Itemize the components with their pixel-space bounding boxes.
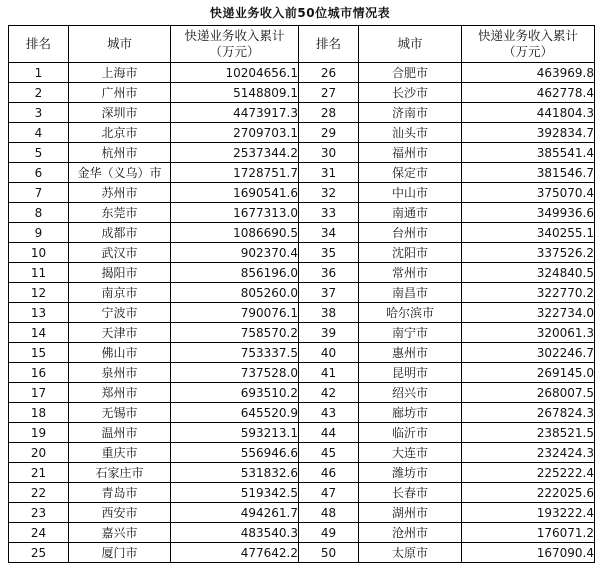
revenue-cell: 322734.0 — [462, 303, 595, 323]
revenue-cell: 324840.5 — [462, 263, 595, 283]
city-cell: 湖州市 — [359, 503, 462, 523]
table-row — [9, 403, 595, 423]
city-cell: 金华（义乌）市 — [69, 163, 171, 183]
rank-cell: 31 — [299, 163, 359, 183]
rank-cell: 44 — [299, 423, 359, 443]
city-cell: 中山市 — [359, 183, 462, 203]
city-cell: 长沙市 — [359, 83, 462, 103]
city-cell: 苏州市 — [69, 183, 171, 203]
city-cell: 无锡市 — [69, 403, 171, 423]
city-cell: 揭阳市 — [69, 263, 171, 283]
city-cell: 哈尔滨市 — [359, 303, 462, 323]
city-cell: 天津市 — [69, 323, 171, 343]
revenue-cell: 790076.1 — [171, 303, 299, 323]
city-cell: 南宁市 — [359, 323, 462, 343]
city-cell: 重庆市 — [69, 443, 171, 463]
rank-cell: 22 — [9, 483, 69, 503]
rank-cell: 15 — [9, 343, 69, 363]
table-row — [9, 483, 595, 503]
header-row — [9, 26, 595, 63]
revenue-cell: 441804.3 — [462, 103, 595, 123]
rank-cell: 37 — [299, 283, 359, 303]
table-row — [9, 143, 595, 163]
revenue-cell: 4473917.3 — [171, 103, 299, 123]
revenue-cell: 1677313.0 — [171, 203, 299, 223]
city-cell: 北京市 — [69, 123, 171, 143]
rank-cell: 30 — [299, 143, 359, 163]
revenue-cell: 349936.6 — [462, 203, 595, 223]
table-title: 快递业务收入前50位城市情况表 — [209, 6, 391, 20]
city-cell: 南京市 — [69, 283, 171, 303]
revenue-cell: 238521.5 — [462, 423, 595, 443]
revenue-cell: 375070.4 — [462, 183, 595, 203]
city-cell: 汕头市 — [359, 123, 462, 143]
city-cell: 西安市 — [69, 503, 171, 523]
table-row — [9, 303, 595, 323]
rank-cell: 17 — [9, 383, 69, 403]
city-cell: 沧州市 — [359, 523, 462, 543]
table-row — [9, 123, 595, 143]
revenue-cell: 2709703.1 — [171, 123, 299, 143]
revenue-cell: 320061.3 — [462, 323, 595, 343]
table-body — [9, 63, 595, 563]
city-cell: 温州市 — [69, 423, 171, 443]
revenue-cell: 225222.4 — [462, 463, 595, 483]
revenue-cell: 463969.8 — [462, 63, 595, 83]
revenue-cell: 5148809.1 — [171, 83, 299, 103]
rank-cell: 34 — [299, 223, 359, 243]
rank-cell: 11 — [9, 263, 69, 283]
revenue-cell: 593213.1 — [171, 423, 299, 443]
rank-cell: 27 — [299, 83, 359, 103]
city-cell: 长春市 — [359, 483, 462, 503]
city-cell: 深圳市 — [69, 103, 171, 123]
rank-cell: 9 — [9, 223, 69, 243]
rank-cell: 36 — [299, 263, 359, 283]
rank-cell: 39 — [299, 323, 359, 343]
city-cell: 宁波市 — [69, 303, 171, 323]
rank-cell: 45 — [299, 443, 359, 463]
city-cell: 东莞市 — [69, 203, 171, 223]
rank-cell: 12 — [9, 283, 69, 303]
rank-cell: 28 — [299, 103, 359, 123]
table-row — [9, 103, 595, 123]
rank-cell: 50 — [299, 543, 359, 563]
rank-cell: 3 — [9, 103, 69, 123]
city-cell: 青岛市 — [69, 483, 171, 503]
header-revenue-left — [171, 26, 299, 63]
city-cell: 常州市 — [359, 263, 462, 283]
rank-cell: 5 — [9, 143, 69, 163]
city-cell: 沈阳市 — [359, 243, 462, 263]
rank-cell: 46 — [299, 463, 359, 483]
revenue-cell: 1086690.5 — [171, 223, 299, 243]
rank-cell: 23 — [9, 503, 69, 523]
city-cell: 大连市 — [359, 443, 462, 463]
rank-cell: 6 — [9, 163, 69, 183]
city-cell: 临沂市 — [359, 423, 462, 443]
table-row — [9, 323, 595, 343]
revenue-cell: 322770.2 — [462, 283, 595, 303]
rank-cell: 21 — [9, 463, 69, 483]
rank-cell: 2 — [9, 83, 69, 103]
table-row — [9, 63, 595, 83]
city-cell: 杭州市 — [69, 143, 171, 163]
revenue-cell: 1728751.7 — [171, 163, 299, 183]
header-city-right: 城市 — [359, 26, 462, 63]
city-cell: 郑州市 — [69, 383, 171, 403]
table-row — [9, 383, 595, 403]
rank-cell: 29 — [299, 123, 359, 143]
revenue-cell: 381546.7 — [462, 163, 595, 183]
revenue-cell: 494261.7 — [171, 503, 299, 523]
city-cell: 太原市 — [359, 543, 462, 563]
table-row — [9, 283, 595, 303]
table-row — [9, 543, 595, 563]
table-row — [9, 203, 595, 223]
city-cell: 昆明市 — [359, 363, 462, 383]
city-cell: 惠州市 — [359, 343, 462, 363]
table-row — [9, 263, 595, 283]
rank-cell: 10 — [9, 243, 69, 263]
rank-cell: 40 — [299, 343, 359, 363]
rank-cell: 32 — [299, 183, 359, 203]
table-row — [9, 243, 595, 263]
rank-cell: 13 — [9, 303, 69, 323]
revenue-cell: 753337.5 — [171, 343, 299, 363]
rank-cell: 14 — [9, 323, 69, 343]
table-row — [9, 363, 595, 383]
rank-cell: 19 — [9, 423, 69, 443]
city-cell: 武汉市 — [69, 243, 171, 263]
rank-cell: 42 — [299, 383, 359, 403]
table-row — [9, 463, 595, 483]
rank-cell: 20 — [9, 443, 69, 463]
header-revenue-right — [462, 26, 595, 63]
revenue-cell: 340255.1 — [462, 223, 595, 243]
rank-cell: 8 — [9, 203, 69, 223]
revenue-cell: 176071.2 — [462, 523, 595, 543]
revenue-cell: 337526.2 — [462, 243, 595, 263]
city-cell: 佛山市 — [69, 343, 171, 363]
revenue-cell: 10204656.1 — [171, 63, 299, 83]
table-row — [9, 223, 595, 243]
city-cell: 南通市 — [359, 203, 462, 223]
revenue-cell: 392834.7 — [462, 123, 595, 143]
revenue-cell: 462778.4 — [462, 83, 595, 103]
city-cell: 潍坊市 — [359, 463, 462, 483]
city-revenue-table — [8, 25, 595, 563]
table-row — [9, 163, 595, 183]
revenue-cell: 483540.3 — [171, 523, 299, 543]
revenue-cell: 2537344.2 — [171, 143, 299, 163]
rank-cell: 24 — [9, 523, 69, 543]
revenue-cell: 385541.4 — [462, 143, 595, 163]
revenue-cell: 302246.7 — [462, 343, 595, 363]
table-row — [9, 443, 595, 463]
revenue-cell: 232424.3 — [462, 443, 595, 463]
revenue-cell: 222025.6 — [462, 483, 595, 503]
rank-cell: 43 — [299, 403, 359, 423]
city-cell: 合肥市 — [359, 63, 462, 83]
rank-cell: 33 — [299, 203, 359, 223]
rank-cell: 7 — [9, 183, 69, 203]
header-revenue-label: 快递业务收入累计 — [477, 28, 578, 43]
table-row — [9, 343, 595, 363]
revenue-cell: 477642.2 — [171, 543, 299, 563]
city-cell: 上海市 — [69, 63, 171, 83]
revenue-cell: 693510.2 — [171, 383, 299, 403]
header-revenue-unit: （万元） — [209, 44, 260, 59]
rank-cell: 49 — [299, 523, 359, 543]
city-cell: 廊坊市 — [359, 403, 462, 423]
revenue-cell: 645520.9 — [171, 403, 299, 423]
header-city-left: 城市 — [69, 26, 171, 63]
header-rank-right: 排名 — [299, 26, 359, 63]
city-cell: 泉州市 — [69, 363, 171, 383]
city-cell: 厦门市 — [69, 543, 171, 563]
revenue-cell: 856196.0 — [171, 263, 299, 283]
revenue-cell: 193222.4 — [462, 503, 595, 523]
rank-cell: 47 — [299, 483, 359, 503]
revenue-cell: 737528.0 — [171, 363, 299, 383]
table-row — [9, 183, 595, 203]
city-cell: 广州市 — [69, 83, 171, 103]
revenue-cell: 1690541.6 — [171, 183, 299, 203]
table-row — [9, 503, 595, 523]
revenue-cell: 758570.2 — [171, 323, 299, 343]
rank-cell: 16 — [9, 363, 69, 383]
rank-cell: 41 — [299, 363, 359, 383]
city-cell: 成都市 — [69, 223, 171, 243]
city-cell: 南昌市 — [359, 283, 462, 303]
city-cell: 福州市 — [359, 143, 462, 163]
rank-cell: 25 — [9, 543, 69, 563]
table-row — [9, 83, 595, 103]
rank-cell: 26 — [299, 63, 359, 83]
revenue-cell: 556946.6 — [171, 443, 299, 463]
revenue-cell: 531832.6 — [171, 463, 299, 483]
table-row — [9, 523, 595, 543]
rank-cell: 38 — [299, 303, 359, 323]
rank-cell: 1 — [9, 63, 69, 83]
city-cell: 台州市 — [359, 223, 462, 243]
revenue-cell: 902370.4 — [171, 243, 299, 263]
rank-cell: 35 — [299, 243, 359, 263]
city-cell: 保定市 — [359, 163, 462, 183]
city-cell: 石家庄市 — [69, 463, 171, 483]
revenue-cell: 268007.5 — [462, 383, 595, 403]
city-cell: 嘉兴市 — [69, 523, 171, 543]
rank-cell: 18 — [9, 403, 69, 423]
header-revenue-label: 快递业务收入累计 — [184, 28, 285, 43]
city-cell: 绍兴市 — [359, 383, 462, 403]
revenue-cell: 269145.0 — [462, 363, 595, 383]
header-revenue-unit: （万元） — [502, 44, 553, 59]
revenue-cell: 519342.5 — [171, 483, 299, 503]
city-cell: 济南市 — [359, 103, 462, 123]
header-rank-left: 排名 — [9, 26, 69, 63]
rank-cell: 4 — [9, 123, 69, 143]
revenue-cell: 167090.4 — [462, 543, 595, 563]
rank-cell: 48 — [299, 503, 359, 523]
revenue-cell: 267824.3 — [462, 403, 595, 423]
table-row — [9, 423, 595, 443]
revenue-cell: 805260.0 — [171, 283, 299, 303]
